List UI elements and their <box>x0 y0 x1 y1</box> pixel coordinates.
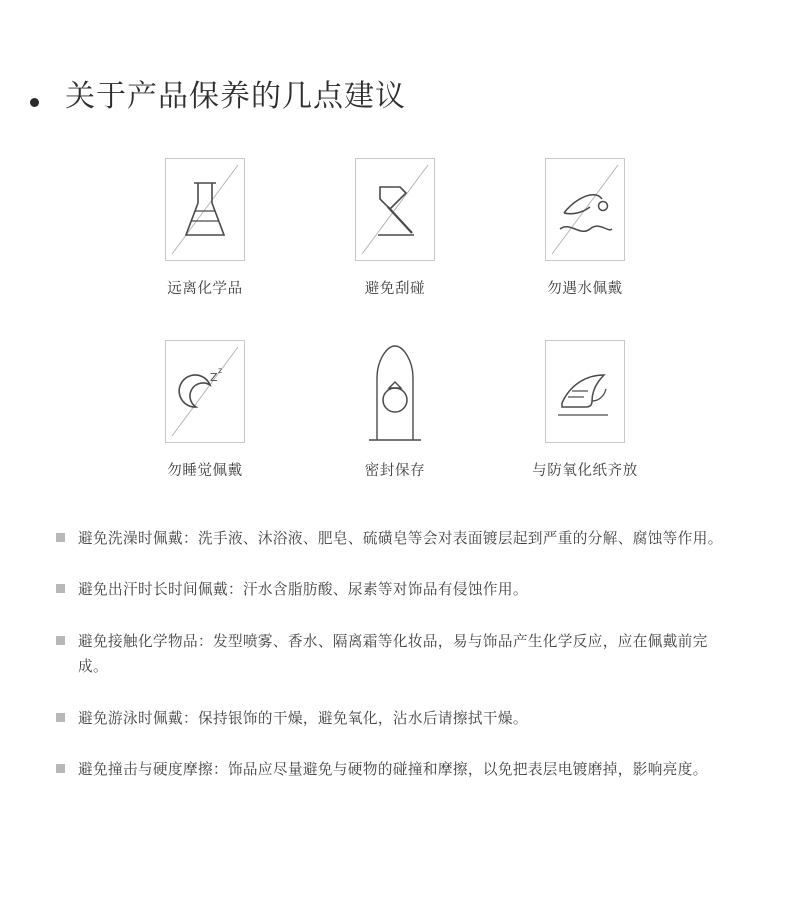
sealed-ring-icon <box>355 340 435 443</box>
svg-text:z: z <box>218 365 223 375</box>
bullet-dot-icon <box>30 98 39 107</box>
care-notes-list <box>0 526 790 783</box>
chemical-flask-icon <box>165 158 245 261</box>
list-item <box>56 629 728 680</box>
square-bullet-icon <box>56 533 65 542</box>
note-text: 避免出汗时长时间佩戴：汗水含脂肪酸、尿素等对饰品有侵蚀作用。 <box>78 581 528 599</box>
no-water-icon <box>545 158 625 261</box>
note-text: 避免游泳时佩戴：保持银饰的干燥，避免氧化，沾水后请擦拭干燥。 <box>78 709 528 727</box>
note-text: 避免接触化学物品：发型喷雾、香水、隔离霜等化妆品，易与饰品产生化学反应，应在佩戴前完成。 <box>78 632 708 676</box>
svg-text:Z: Z <box>210 370 218 384</box>
care-icon-cell-scratch <box>300 158 490 298</box>
care-icon-caption: 勿睡觉佩戴 <box>167 462 243 479</box>
square-bullet-icon <box>56 713 65 722</box>
page-title: 关于产品保养的几点建议 <box>65 79 406 114</box>
list-item <box>56 706 728 732</box>
anti-oxidation-paper-icon <box>545 340 625 443</box>
hammer-icon <box>355 158 435 261</box>
care-icon-cell-water <box>490 158 680 298</box>
list-item <box>56 577 728 603</box>
care-icon-cell-antioxidation <box>490 340 680 480</box>
care-icon-grid-row-2 <box>0 340 790 480</box>
care-icon-caption: 密封保存 <box>364 462 426 479</box>
square-bullet-icon <box>56 764 65 773</box>
care-icon-caption: 勿遇水佩戴 <box>547 280 623 297</box>
list-item <box>56 757 728 783</box>
care-icon-cell-sleep <box>110 340 300 480</box>
note-text: 避免撞击与硬度摩擦：饰品应尽量避免与硬物的碰撞和摩擦，以免把表层电镀磨掉，影响亮度。 <box>78 761 708 779</box>
care-icon-cell-sealed <box>300 340 490 480</box>
care-icon-grid-row-1 <box>0 158 790 298</box>
square-bullet-icon <box>56 584 65 593</box>
sleep-moon-icon <box>165 340 245 443</box>
list-item <box>56 526 728 552</box>
note-text: 避免洗澡时佩戴：洗手液、沐浴液、肥皂、硫磺皂等会对表面镀层起到严重的分解、腐蚀等作用。 <box>78 529 723 547</box>
care-icon-caption: 避免刮碰 <box>364 280 426 297</box>
care-icon-caption: 远离化学品 <box>167 280 243 297</box>
square-bullet-icon <box>56 636 65 645</box>
care-icon-caption: 与防氧化纸齐放 <box>532 462 638 479</box>
care-icon-cell-chemical <box>110 158 300 298</box>
page-title-row <box>0 0 790 116</box>
